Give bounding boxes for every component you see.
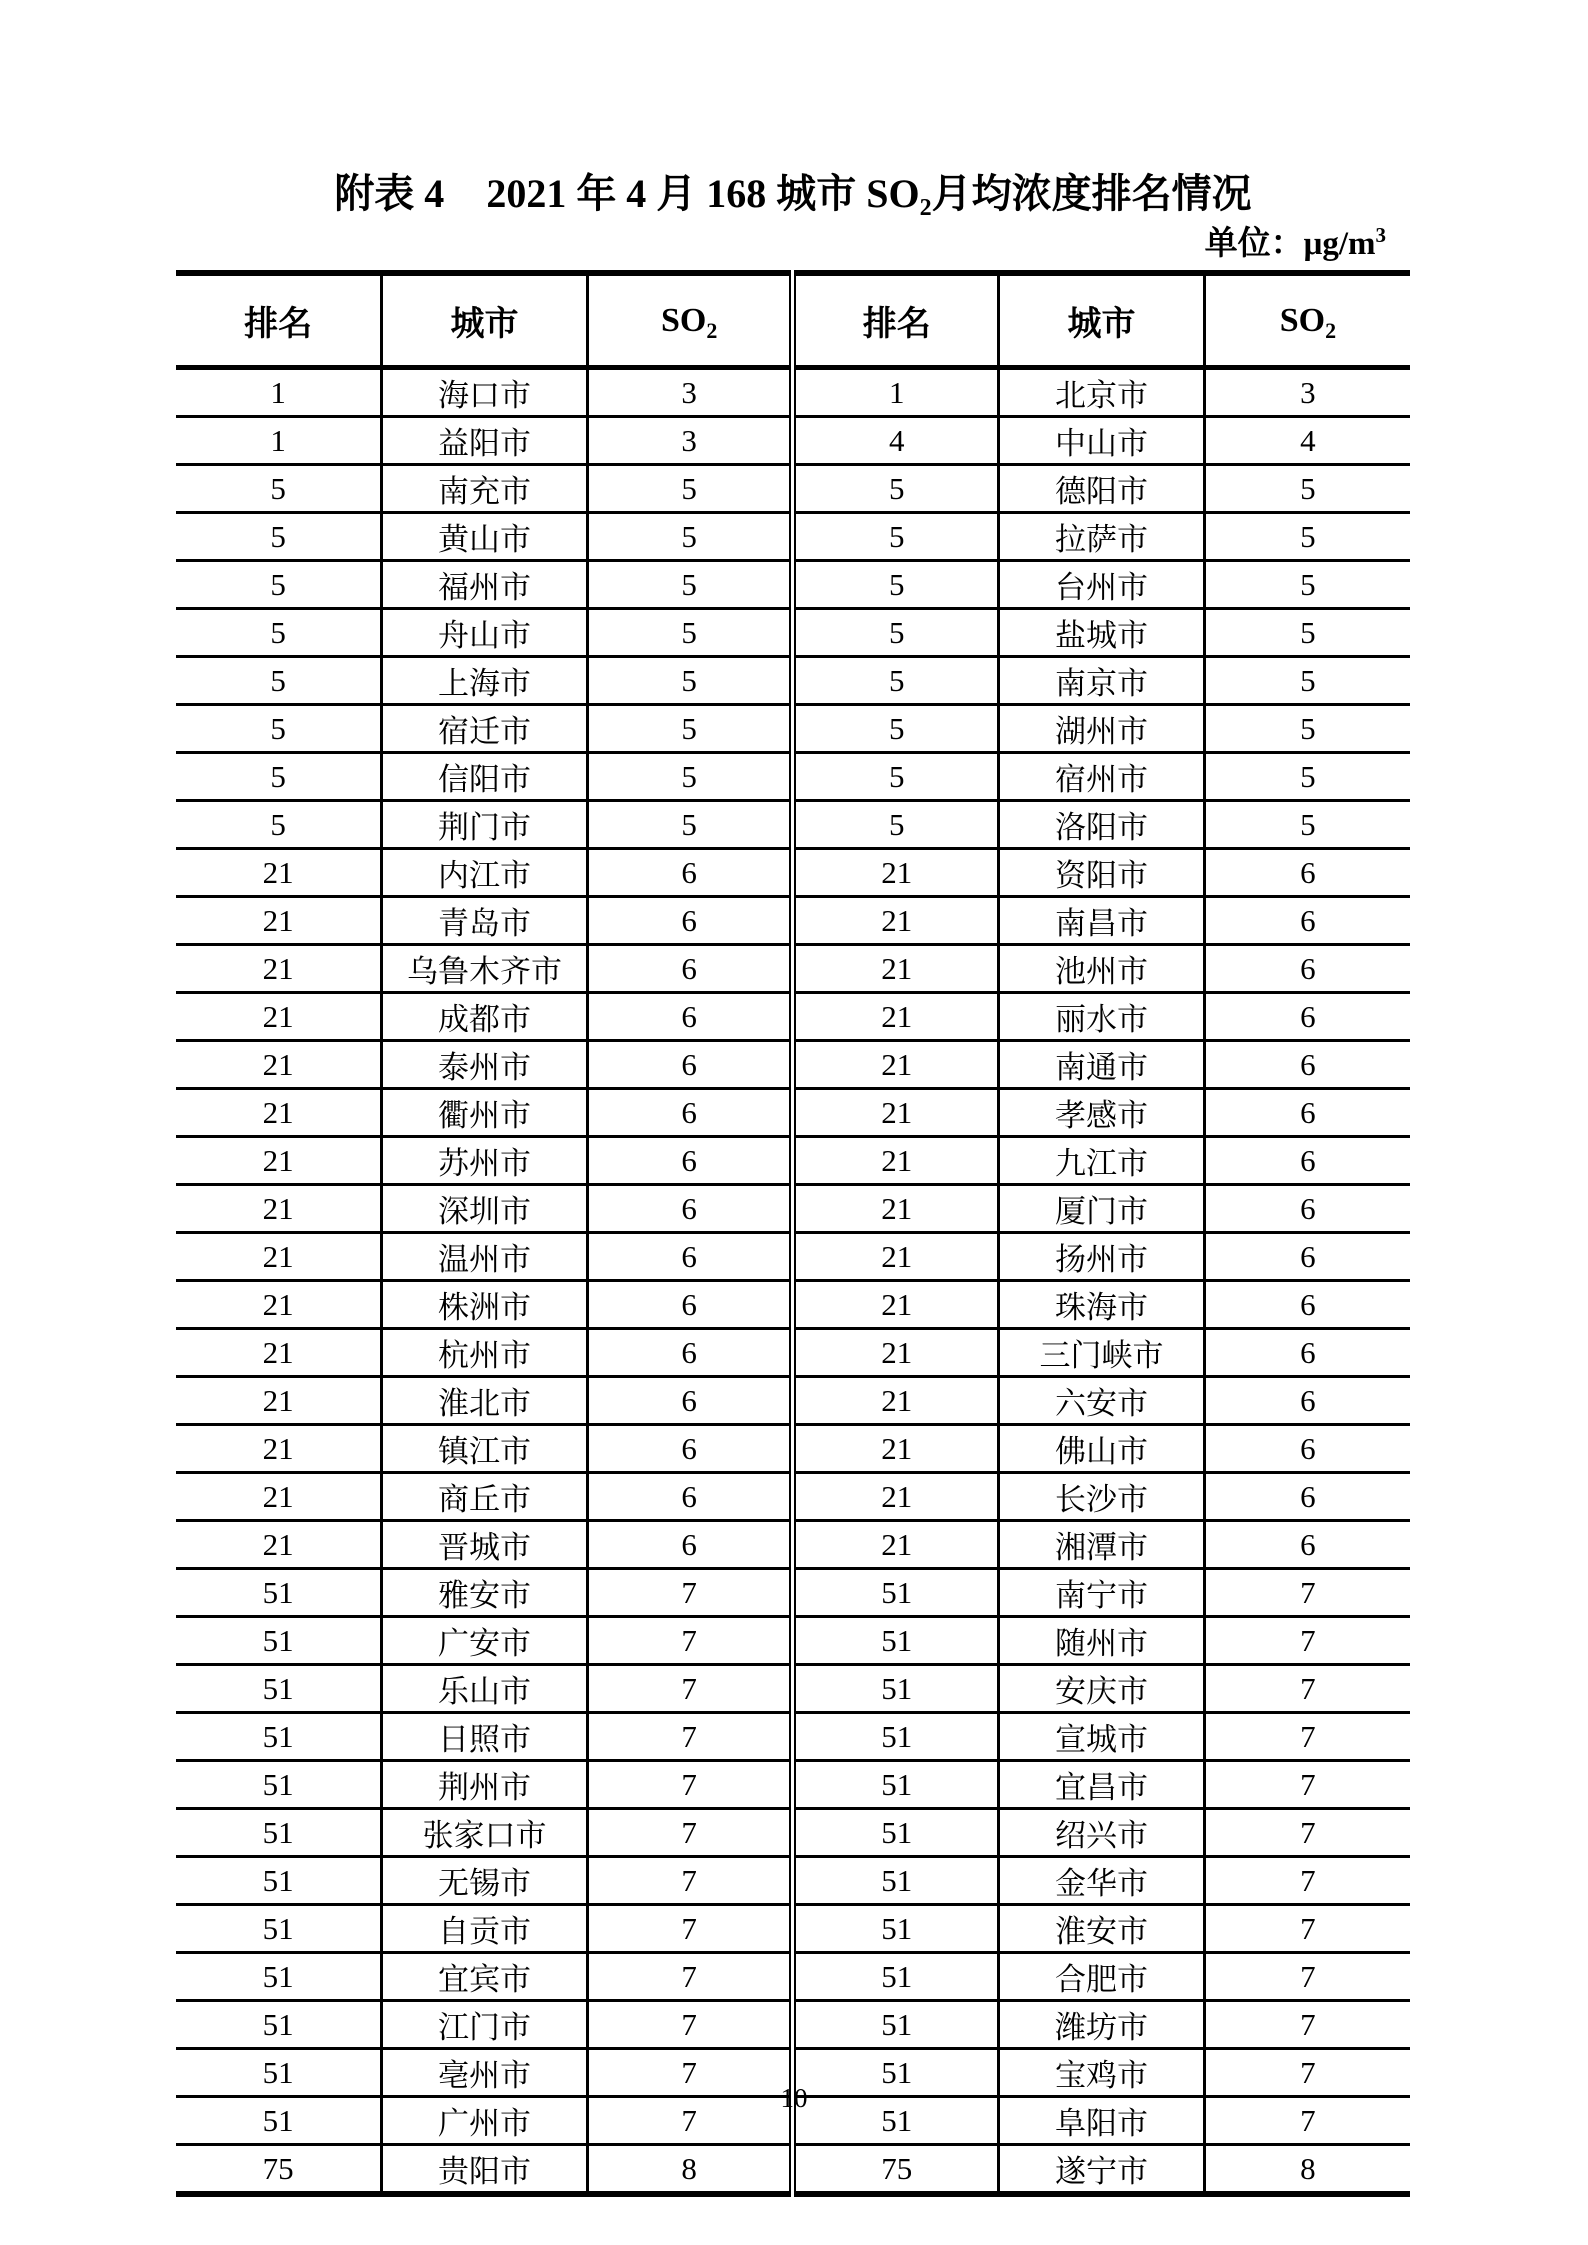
city-cell: 内江市 [382, 849, 588, 897]
city-cell: 扬州市 [999, 1233, 1205, 1281]
table-row [176, 1521, 1410, 1569]
city-cell: 南宁市 [999, 1569, 1205, 1617]
rank-cell: 51 [176, 1857, 382, 1905]
so2-cell: 7 [587, 1905, 793, 1953]
rank-cell: 51 [793, 1569, 999, 1617]
so2-cell: 6 [1204, 1281, 1410, 1329]
table-row [176, 368, 1410, 417]
so2-cell: 5 [1204, 753, 1410, 801]
column-header-so2-left: $SO_2$ [587, 273, 793, 368]
table-row [176, 417, 1410, 465]
city-cell: 淮北市 [382, 1377, 588, 1425]
so2-cell: 7 [587, 1953, 793, 2001]
city-cell: 宜昌市 [999, 1761, 1205, 1809]
rank-cell: 51 [793, 1905, 999, 1953]
city-cell: 六安市 [999, 1377, 1205, 1425]
city-cell: 上海市 [382, 657, 588, 705]
city-cell: 晋城市 [382, 1521, 588, 1569]
so2-cell: 5 [1204, 561, 1410, 609]
table-row [176, 1185, 1410, 1233]
so2-cell: 7 [1204, 2049, 1410, 2097]
table-row [176, 1953, 1410, 2001]
so2-cell: 6 [1204, 993, 1410, 1041]
rank-cell: 21 [793, 1281, 999, 1329]
title-so2-subscript: 2 [919, 195, 932, 221]
so2-cell: 7 [1204, 1953, 1410, 2001]
so2-cell: 5 [1204, 705, 1410, 753]
rank-cell: 5 [793, 609, 999, 657]
so2-cell: 5 [587, 609, 793, 657]
so2-cell: 8 [1204, 2145, 1410, 2195]
city-cell: 荆门市 [382, 801, 588, 849]
city-cell: 潍坊市 [999, 2001, 1205, 2049]
rank-cell: 21 [176, 1473, 382, 1521]
city-cell: 阜阳市 [999, 2097, 1205, 2145]
rank-cell: 21 [793, 1329, 999, 1377]
rank-cell: 21 [793, 1377, 999, 1425]
city-cell: 深圳市 [382, 1185, 588, 1233]
so2-cell: 5 [587, 513, 793, 561]
city-cell: 佛山市 [999, 1425, 1205, 1473]
table-row [176, 1089, 1410, 1137]
rank-cell: 51 [176, 1809, 382, 1857]
rank-cell: 51 [176, 2097, 382, 2145]
so2-cell: 7 [1204, 1569, 1410, 1617]
rank-cell: 51 [793, 1665, 999, 1713]
so2-cell: 4 [1204, 417, 1410, 465]
city-cell: 青岛市 [382, 897, 588, 945]
table-row [176, 657, 1410, 705]
so2-cell: 5 [1204, 465, 1410, 513]
rank-cell: 21 [793, 945, 999, 993]
table-row [176, 1713, 1410, 1761]
so2-cell: 5 [1204, 801, 1410, 849]
so2-cell: 6 [1204, 849, 1410, 897]
so2-cell: 3 [1204, 368, 1410, 417]
table-row [176, 945, 1410, 993]
so2-cell: 6 [587, 1233, 793, 1281]
rank-cell: 5 [176, 465, 382, 513]
rank-cell: 21 [176, 993, 382, 1041]
table-row [176, 465, 1410, 513]
city-cell: 宿迁市 [382, 705, 588, 753]
rank-cell: 21 [793, 1473, 999, 1521]
rank-cell: 5 [793, 465, 999, 513]
table-row [176, 1281, 1410, 1329]
table-row [176, 993, 1410, 1041]
so2-cell: 6 [587, 897, 793, 945]
rank-cell: 5 [793, 801, 999, 849]
so2-cell: 6 [587, 1473, 793, 1521]
city-cell: 南京市 [999, 657, 1205, 705]
so2-cell: 7 [1204, 2001, 1410, 2049]
unit-text: 单位：μg/m [1204, 226, 1376, 262]
page-title [176, 170, 1410, 221]
city-cell: 南通市 [999, 1041, 1205, 1089]
rank-cell: 51 [176, 1905, 382, 1953]
table-row [176, 1137, 1410, 1185]
so2-cell: 6 [1204, 1089, 1410, 1137]
so2-cell: 7 [1204, 1713, 1410, 1761]
city-cell: 益阳市 [382, 417, 588, 465]
so2-cell: 6 [1204, 1473, 1410, 1521]
ranking-table [176, 270, 1410, 2197]
rank-cell: 5 [793, 561, 999, 609]
rank-cell: 5 [793, 657, 999, 705]
city-cell: 池州市 [999, 945, 1205, 993]
rank-cell: 75 [793, 2145, 999, 2195]
rank-cell: 51 [793, 1713, 999, 1761]
so2-cell: 7 [587, 1857, 793, 1905]
table-row [176, 1617, 1410, 1665]
table-row [176, 513, 1410, 561]
table-label: 附表 4 [334, 171, 445, 216]
so2-cell: 6 [587, 1185, 793, 1233]
rank-cell: 5 [176, 705, 382, 753]
table-row [176, 1233, 1410, 1281]
city-cell: 湘潭市 [999, 1521, 1205, 1569]
column-header-rank-left: 排名 [176, 273, 382, 368]
table-row [176, 2001, 1410, 2049]
rank-cell: 5 [793, 753, 999, 801]
so2-cell: 7 [587, 2097, 793, 2145]
city-cell: 盐城市 [999, 609, 1205, 657]
table-row [176, 609, 1410, 657]
so2-cell: 6 [1204, 1041, 1410, 1089]
rank-cell: 51 [176, 1569, 382, 1617]
so2-cell: 7 [587, 1761, 793, 1809]
city-cell: 商丘市 [382, 1473, 588, 1521]
city-cell: 宜宾市 [382, 1953, 588, 2001]
city-cell: 无锡市 [382, 1857, 588, 1905]
so2-cell: 7 [587, 1569, 793, 1617]
city-cell: 三门峡市 [999, 1329, 1205, 1377]
rank-cell: 21 [176, 897, 382, 945]
so2-cell: 6 [1204, 897, 1410, 945]
city-cell: 宝鸡市 [999, 2049, 1205, 2097]
rank-cell: 21 [176, 1281, 382, 1329]
city-cell: 九江市 [999, 1137, 1205, 1185]
rank-cell: 1 [176, 417, 382, 465]
rank-cell: 51 [176, 1761, 382, 1809]
table-row [176, 1473, 1410, 1521]
rank-cell: 5 [176, 657, 382, 705]
city-cell: 广安市 [382, 1617, 588, 1665]
rank-cell: 51 [793, 1761, 999, 1809]
city-cell: 德阳市 [999, 465, 1205, 513]
city-cell: 南充市 [382, 465, 588, 513]
city-cell: 贵阳市 [382, 2145, 588, 2195]
table-row [176, 1377, 1410, 1425]
city-cell: 乐山市 [382, 1665, 588, 1713]
so2-cell: 6 [1204, 1329, 1410, 1377]
city-cell: 宣城市 [999, 1713, 1205, 1761]
rank-cell: 21 [176, 1329, 382, 1377]
rank-cell: 51 [793, 1857, 999, 1905]
city-cell: 南昌市 [999, 897, 1205, 945]
so2-cell: 7 [1204, 1761, 1410, 1809]
rank-cell: 51 [793, 2097, 999, 2145]
so2-cell: 7 [1204, 1617, 1410, 1665]
rank-cell: 21 [793, 849, 999, 897]
table-body [176, 368, 1410, 2195]
city-cell: 广州市 [382, 2097, 588, 2145]
so2-cell: 6 [1204, 945, 1410, 993]
rank-cell: 51 [176, 2049, 382, 2097]
city-cell: 遂宁市 [999, 2145, 1205, 2195]
rank-cell: 5 [793, 513, 999, 561]
so2-cell: 7 [587, 1809, 793, 1857]
title-main: 2021 年 4 月 168 城市 SO [486, 171, 920, 216]
rank-cell: 21 [176, 1089, 382, 1137]
city-cell: 自贡市 [382, 1905, 588, 1953]
table-row [176, 1857, 1410, 1905]
so2-cell: 5 [587, 465, 793, 513]
so2-cell: 7 [587, 1665, 793, 1713]
so2-cell: 5 [587, 561, 793, 609]
so2-cell: 3 [587, 417, 793, 465]
table-row [176, 849, 1410, 897]
city-cell: 安庆市 [999, 1665, 1205, 1713]
column-header-so2-right: $SO_2$ [1204, 273, 1410, 368]
rank-cell: 21 [176, 1137, 382, 1185]
so2-cell: 3 [587, 368, 793, 417]
rank-cell: 21 [176, 1233, 382, 1281]
city-cell: 孝感市 [999, 1089, 1205, 1137]
rank-cell: 21 [793, 1521, 999, 1569]
city-cell: 金华市 [999, 1857, 1205, 1905]
rank-cell: 21 [176, 1521, 382, 1569]
rank-cell: 21 [793, 1041, 999, 1089]
table-row [176, 1329, 1410, 1377]
table-header [176, 273, 1410, 368]
city-cell: 厦门市 [999, 1185, 1205, 1233]
city-cell: 成都市 [382, 993, 588, 1041]
city-cell: 江门市 [382, 2001, 588, 2049]
so2-cell: 7 [587, 2001, 793, 2049]
column-header-rank-right: 排名 [793, 273, 999, 368]
so2-cell: 6 [1204, 1377, 1410, 1425]
city-cell: 福州市 [382, 561, 588, 609]
rank-cell: 21 [176, 1425, 382, 1473]
so2-cell: 6 [587, 945, 793, 993]
city-cell: 绍兴市 [999, 1809, 1205, 1857]
city-cell: 随州市 [999, 1617, 1205, 1665]
so2-cell: 6 [1204, 1233, 1410, 1281]
table-row [176, 801, 1410, 849]
table-row [176, 1569, 1410, 1617]
rank-cell: 51 [176, 1953, 382, 2001]
table-row [176, 1761, 1410, 1809]
rank-cell: 4 [793, 417, 999, 465]
so2-cell: 6 [587, 1089, 793, 1137]
rank-cell: 5 [793, 705, 999, 753]
so2-cell: 6 [1204, 1425, 1410, 1473]
city-cell: 亳州市 [382, 2049, 588, 2097]
so2-cell: 6 [587, 1329, 793, 1377]
city-cell: 舟山市 [382, 609, 588, 657]
header-row [176, 273, 1410, 368]
so2-cell: 5 [587, 657, 793, 705]
so2-cell: 6 [587, 1425, 793, 1473]
city-cell: 北京市 [999, 368, 1205, 417]
table-row [176, 897, 1410, 945]
city-cell: 乌鲁木齐市 [382, 945, 588, 993]
rank-cell: 1 [793, 368, 999, 417]
rank-cell: 21 [176, 1377, 382, 1425]
page-number: 10 [780, 2083, 808, 2113]
so2-cell: 7 [587, 1713, 793, 1761]
rank-cell: 5 [176, 561, 382, 609]
city-cell: 苏州市 [382, 1137, 588, 1185]
table-row [176, 1665, 1410, 1713]
city-cell: 丽水市 [999, 993, 1205, 1041]
city-cell: 宿州市 [999, 753, 1205, 801]
so2-cell: 5 [1204, 513, 1410, 561]
column-header-city-left: 城市 [382, 273, 588, 368]
rank-cell: 5 [176, 513, 382, 561]
rank-cell: 21 [793, 1089, 999, 1137]
rank-cell: 75 [176, 2145, 382, 2195]
city-cell: 湖州市 [999, 705, 1205, 753]
unit-label [176, 224, 1386, 264]
table-row [176, 705, 1410, 753]
so2-cell: 7 [587, 1617, 793, 1665]
city-cell: 拉萨市 [999, 513, 1205, 561]
so2-cell: 5 [587, 753, 793, 801]
so2-cell: 6 [587, 1041, 793, 1089]
rank-cell: 21 [176, 849, 382, 897]
so2-cell: 5 [587, 801, 793, 849]
rank-cell: 5 [176, 801, 382, 849]
city-cell: 荆州市 [382, 1761, 588, 1809]
rank-cell: 51 [793, 1809, 999, 1857]
rank-cell: 21 [793, 993, 999, 1041]
city-cell: 泰州市 [382, 1041, 588, 1089]
city-cell: 中山市 [999, 417, 1205, 465]
rank-cell: 51 [793, 2001, 999, 2049]
rank-cell: 21 [176, 945, 382, 993]
rank-cell: 21 [793, 1137, 999, 1185]
table-row [176, 1041, 1410, 1089]
so2-cell: 7 [587, 2049, 793, 2097]
city-cell: 衢州市 [382, 1089, 588, 1137]
rank-cell: 51 [793, 2049, 999, 2097]
so2-cell: 6 [587, 1377, 793, 1425]
so2-cell: 5 [587, 705, 793, 753]
city-cell: 温州市 [382, 1233, 588, 1281]
so2-cell: 6 [587, 1281, 793, 1329]
table-row [176, 1809, 1410, 1857]
rank-cell: 51 [176, 1665, 382, 1713]
rank-cell: 51 [176, 1617, 382, 1665]
city-cell: 珠海市 [999, 1281, 1205, 1329]
city-cell: 株洲市 [382, 1281, 588, 1329]
column-header-city-right: 城市 [999, 273, 1205, 368]
rank-cell: 5 [176, 609, 382, 657]
rank-cell: 21 [176, 1185, 382, 1233]
so2-cell: 6 [1204, 1521, 1410, 1569]
rank-cell: 1 [176, 368, 382, 417]
so2-cell: 7 [1204, 1665, 1410, 1713]
table-row [176, 561, 1410, 609]
title-tail: 月均浓度排名情况 [931, 171, 1252, 216]
table-row [176, 1425, 1410, 1473]
rank-cell: 21 [793, 1185, 999, 1233]
rank-cell: 51 [793, 1953, 999, 2001]
table-row [176, 1905, 1410, 1953]
rank-cell: 51 [176, 1713, 382, 1761]
city-cell: 黄山市 [382, 513, 588, 561]
so2-cell: 7 [1204, 1857, 1410, 1905]
unit-superscript: 3 [1375, 223, 1386, 247]
city-cell: 雅安市 [382, 1569, 588, 1617]
city-cell: 日照市 [382, 1713, 588, 1761]
city-cell: 杭州市 [382, 1329, 588, 1377]
rank-cell: 21 [793, 897, 999, 945]
so2-cell: 7 [1204, 2097, 1410, 2145]
so2-cell: 6 [587, 993, 793, 1041]
city-cell: 海口市 [382, 368, 588, 417]
so2-cell: 6 [587, 849, 793, 897]
city-cell: 信阳市 [382, 753, 588, 801]
rank-cell: 51 [176, 2001, 382, 2049]
city-cell: 台州市 [999, 561, 1205, 609]
rank-cell: 21 [176, 1041, 382, 1089]
so2-cell: 6 [1204, 1137, 1410, 1185]
so2-cell: 7 [1204, 1809, 1410, 1857]
rank-cell: 21 [793, 1233, 999, 1281]
city-cell: 张家口市 [382, 1809, 588, 1857]
so2-cell: 8 [587, 2145, 793, 2195]
so2-cell: 6 [1204, 1185, 1410, 1233]
so2-cell: 6 [587, 1521, 793, 1569]
city-cell: 长沙市 [999, 1473, 1205, 1521]
city-cell: 洛阳市 [999, 801, 1205, 849]
ranking-table-container [176, 270, 1410, 2197]
so2-cell: 5 [1204, 609, 1410, 657]
so2-cell: 7 [1204, 1905, 1410, 1953]
so2-cell: 5 [1204, 657, 1410, 705]
city-cell: 镇江市 [382, 1425, 588, 1473]
rank-cell: 51 [793, 1617, 999, 1665]
table-row [176, 753, 1410, 801]
city-cell: 资阳市 [999, 849, 1205, 897]
so2-cell: 6 [587, 1137, 793, 1185]
city-cell: 合肥市 [999, 1953, 1205, 2001]
rank-cell: 5 [176, 753, 382, 801]
city-cell: 淮安市 [999, 1905, 1205, 1953]
rank-cell: 21 [793, 1425, 999, 1473]
table-row [176, 2145, 1410, 2195]
